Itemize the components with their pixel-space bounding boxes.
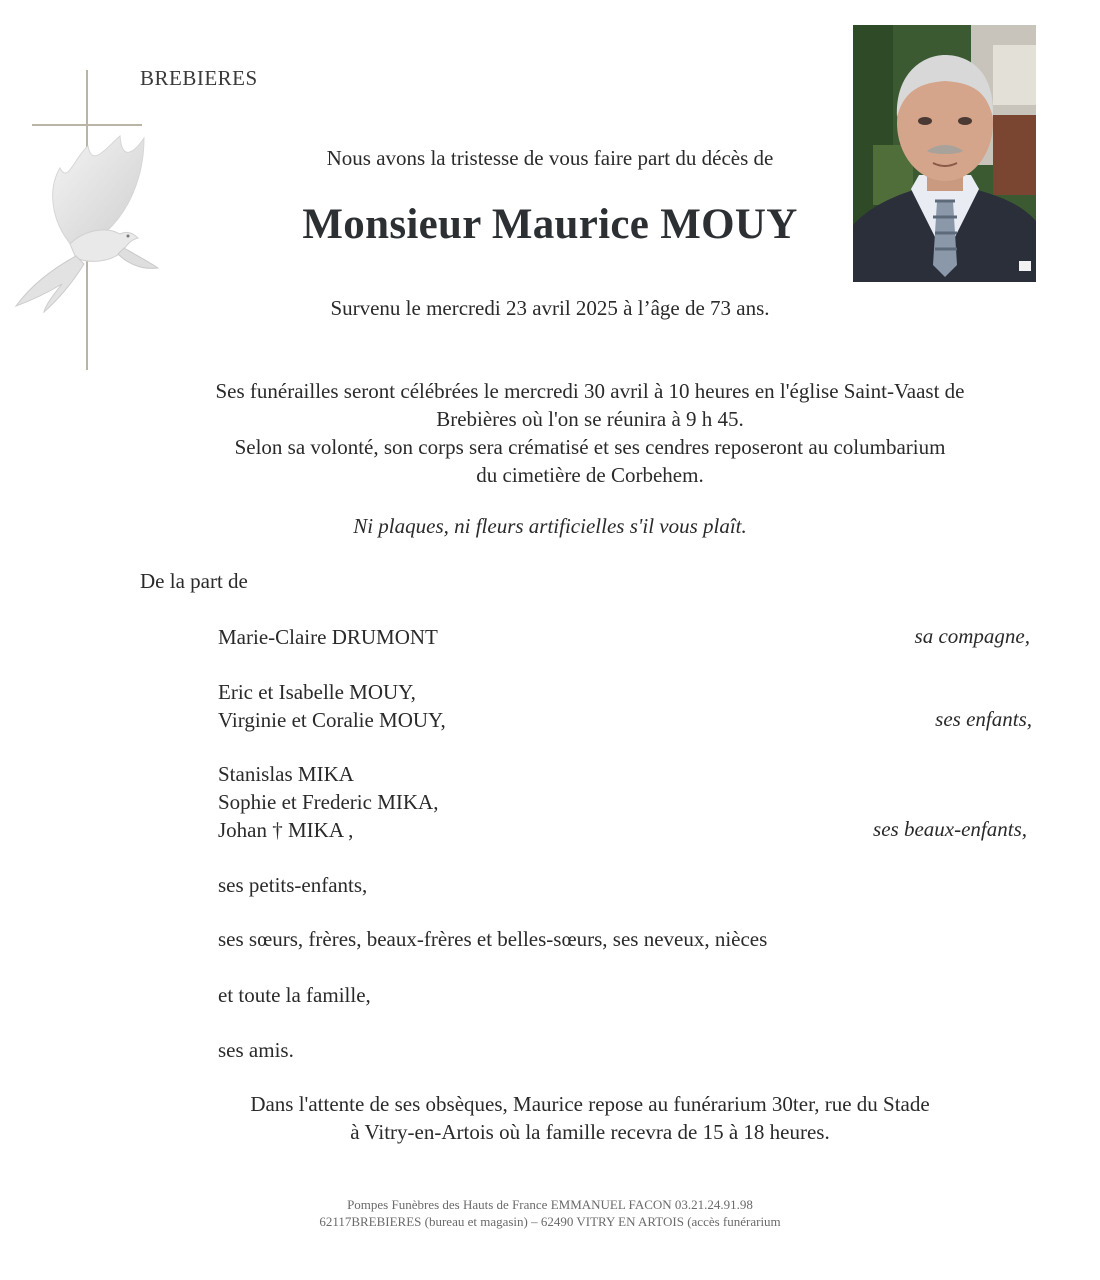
family-group-children xyxy=(218,678,446,734)
funeral-line: Selon sa volonté, son corps sera crématisé et ses cendres reposeront au columbarium xyxy=(234,435,946,459)
family-other: ses amis. xyxy=(218,1038,294,1062)
wake-details xyxy=(120,1090,1060,1146)
relation-label: ses beaux-enfants, xyxy=(873,817,1027,841)
family-name: Eric et Isabelle MOUY, xyxy=(218,680,416,704)
relation-label: sa compagne, xyxy=(914,624,1030,648)
family-group-stepchildren xyxy=(218,760,438,844)
wake-line: à Vitry-en-Artois où la famille recevra de 15 à 18 heures. xyxy=(350,1120,830,1144)
family-other: et toute la famille, xyxy=(218,983,371,1007)
town-label: BREBIERES xyxy=(140,66,258,90)
family-name: Virginie et Coralie MOUY, xyxy=(218,708,446,732)
from-label: De la part de xyxy=(140,569,248,593)
cross-horizontal-bar xyxy=(32,124,142,126)
family-name: Johan † MIKA , xyxy=(218,818,354,842)
family-name: Stanislas MIKA xyxy=(218,762,354,786)
funeral-line: du cimetière de Corbehem. xyxy=(476,463,704,487)
flowers-note: Ni plaques, ni fleurs artificielles s'il vous plaît. xyxy=(353,514,747,538)
funeral-details xyxy=(120,377,1060,489)
funeral-home-footer xyxy=(100,1196,1000,1230)
family-name: Sophie et Frederic MIKA, xyxy=(218,790,439,814)
deceased-name: Monsieur Maurice MOUY xyxy=(302,201,798,248)
intro-text: Nous avons la tristesse de vous faire part du décès de xyxy=(326,146,774,170)
wake-line: Dans l'attente de ses obsèques, Maurice repose au funérarium 30ter, rue du Stade xyxy=(250,1092,930,1116)
footer-line: Pompes Funèbres des Hauts de France EMMANUEL FACON 03.21.24.91.98 xyxy=(347,1197,753,1212)
family-group-companion xyxy=(218,623,438,651)
funeral-line: Brebières où l'on se réunira à 9 h 45. xyxy=(436,407,744,431)
family-other: ses sœurs, frères, beaux-frères et belles-sœurs, ses neveux, nièces xyxy=(218,927,768,951)
family-name: Marie-Claire DRUMONT xyxy=(218,625,438,649)
relation-label: ses enfants, xyxy=(935,707,1032,731)
funeral-line: Ses funérailles seront célébrées le mercredi 30 avril à 10 heures en l'église Saint-Vaast de xyxy=(215,379,965,403)
family-other: ses petits-enfants, xyxy=(218,873,368,897)
footer-line: 62117BREBIERES (bureau et magasin) – 62490 VITRY EN ARTOIS (accès funérarium xyxy=(319,1214,781,1229)
death-date-text: Survenu le mercredi 23 avril 2025 à l’âge de 73 ans. xyxy=(330,296,770,320)
